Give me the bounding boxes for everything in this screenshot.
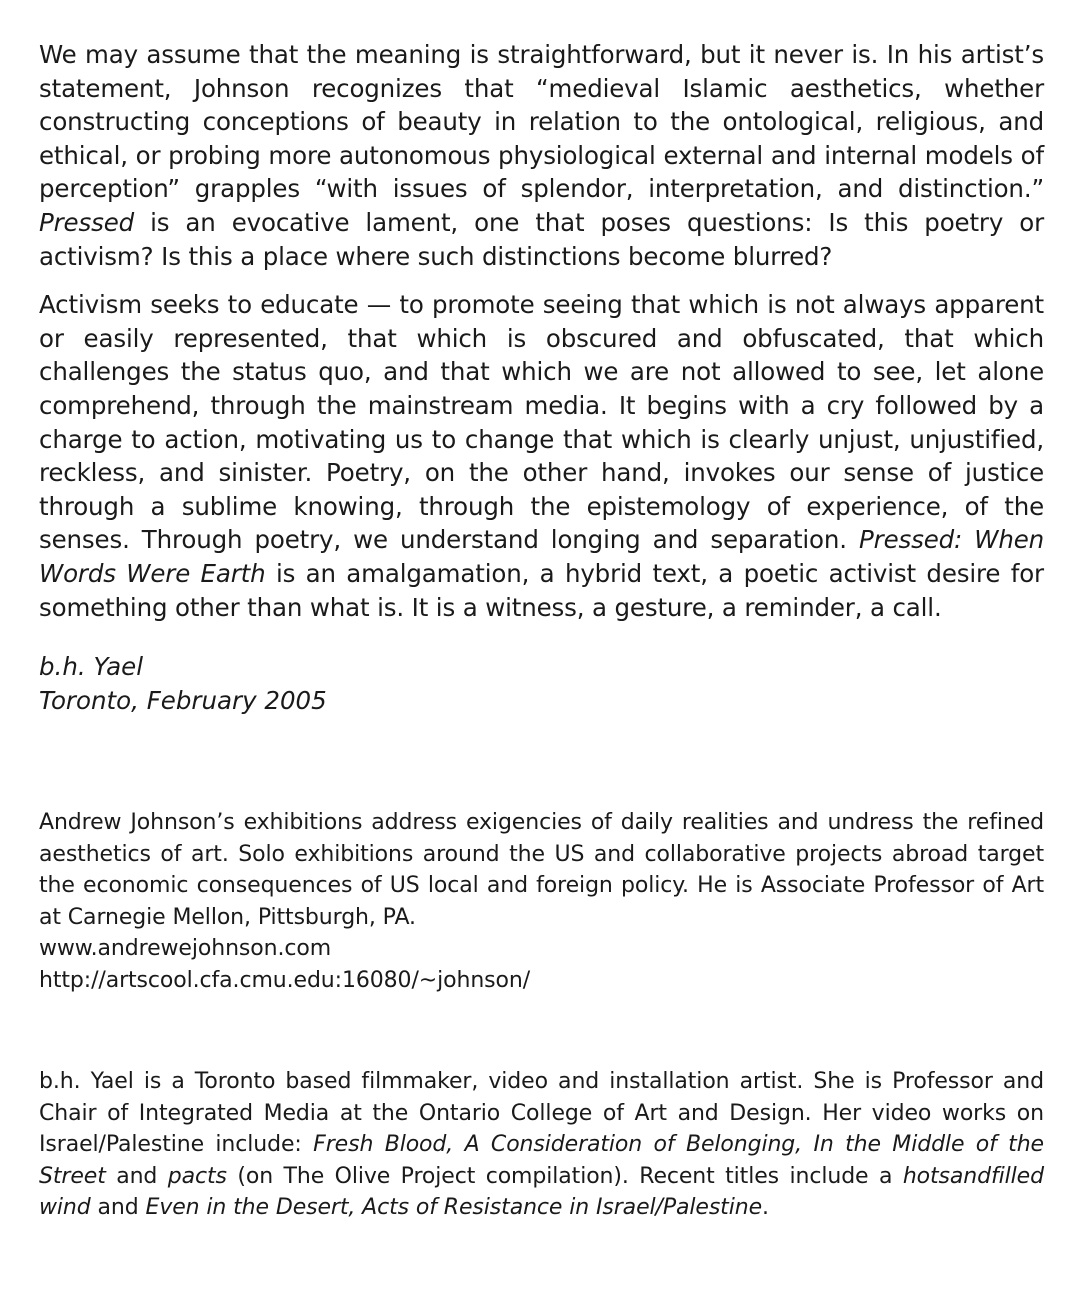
bio-yael-text-b: and <box>105 1163 168 1189</box>
bio-yael-text <box>39 1066 1044 1224</box>
bio-yael-pacts: pacts <box>167 1163 227 1189</box>
johnson-website-link[interactable]: www.andrewejohnson.com <box>39 936 332 962</box>
essay-p2-text-b: is an amalgamation, a hybrid text, a poetic activist desire for something other than what is. It is a witness, a gesture, a reminder, a call. <box>39 558 1044 622</box>
bio-yael-text-c: (on The Olive Project compilation). Recent titles include a <box>226 1163 903 1189</box>
signature-place-date: Toronto, February 2005 <box>39 685 327 715</box>
bio-yael-works: Fresh Blood, A Consideration of Belonging, In the Middle of the Street <box>39 1132 1044 1189</box>
bio-yael-hotsand: hotsandfilled wind <box>39 1163 1044 1221</box>
document-page <box>39 38 1044 1224</box>
essay-p1-text-b: is an evocative lament, one that poses questions: Is this poetry or activism? Is this a place where such distinctions become blurred? <box>39 207 1044 271</box>
bio-andrew-johnson <box>39 807 1044 996</box>
essay-p2-title: Pressed: When Words Were Earth <box>39 525 1044 588</box>
signature-author: b.h. Yael <box>39 652 144 682</box>
bio-johnson-text: Andrew Johnson’s exhibitions address exigencies of daily realities and undress the refined aesthetics of art. Solo exhibitions around the US and collaborative projects abroad target the economic consequences of US local and foreign policy. He is Associate Professor of Art at Carnegie Mellon, Pittsburgh, PA. <box>39 810 1044 930</box>
essay-p1-title: Pressed <box>39 207 135 237</box>
bio-yael-desert: Even in the Desert, Acts of Resistance in Israel/Palestine <box>145 1195 763 1221</box>
bio-yael-text-d: and <box>90 1195 146 1221</box>
bio-bh-yael <box>39 1066 1044 1224</box>
essay-p1-text-a: We may assume that the meaning is straightforward, but it never is. In his artist’s statement, Johnson recognizes that “medieval Islamic aesthetics, whether constructing conceptions of beauty in relation to the ontological, religious, and ethical, or probing more autonomous physiological external and internal models of perception” grapples “with issues of splendor, interpretation, and distinction.” <box>39 40 1044 204</box>
bio-yael-text-e: . <box>762 1195 769 1221</box>
signature <box>39 650 1044 717</box>
essay-paragraph-2 <box>39 288 1044 624</box>
essay-p2-text-a: Activism seeks to educate — to promote seeing that which is not always apparent or easily represented, that which is obscured and obfuscated, that which challenges the status quo, and that which we are not allowed to see, let alone comprehend, through the mainstream media. It begins with a cry followed by a charge to action, motivating us to change that which is clearly unjust, unjustified, reckless, and sinister. Poetry, on the other hand, invokes our sense of justice through a sublime knowing, through the epistemology of experience, of the senses. Through poetry, we understand longing and separation. <box>39 290 1044 555</box>
bio-yael-text-a: b.h. Yael is a Toronto based filmmaker, video and installation artist. She is Professor and Chair of Integrated Media at the Ontario College of Art and Design. Her video works on Israel/Palestine include: <box>39 1069 1044 1158</box>
essay <box>39 38 1044 624</box>
essay-paragraph-1 <box>39 38 1044 273</box>
johnson-cmu-link[interactable]: http://artscool.cfa.cmu.edu:16080/~johnson/ <box>39 967 531 993</box>
